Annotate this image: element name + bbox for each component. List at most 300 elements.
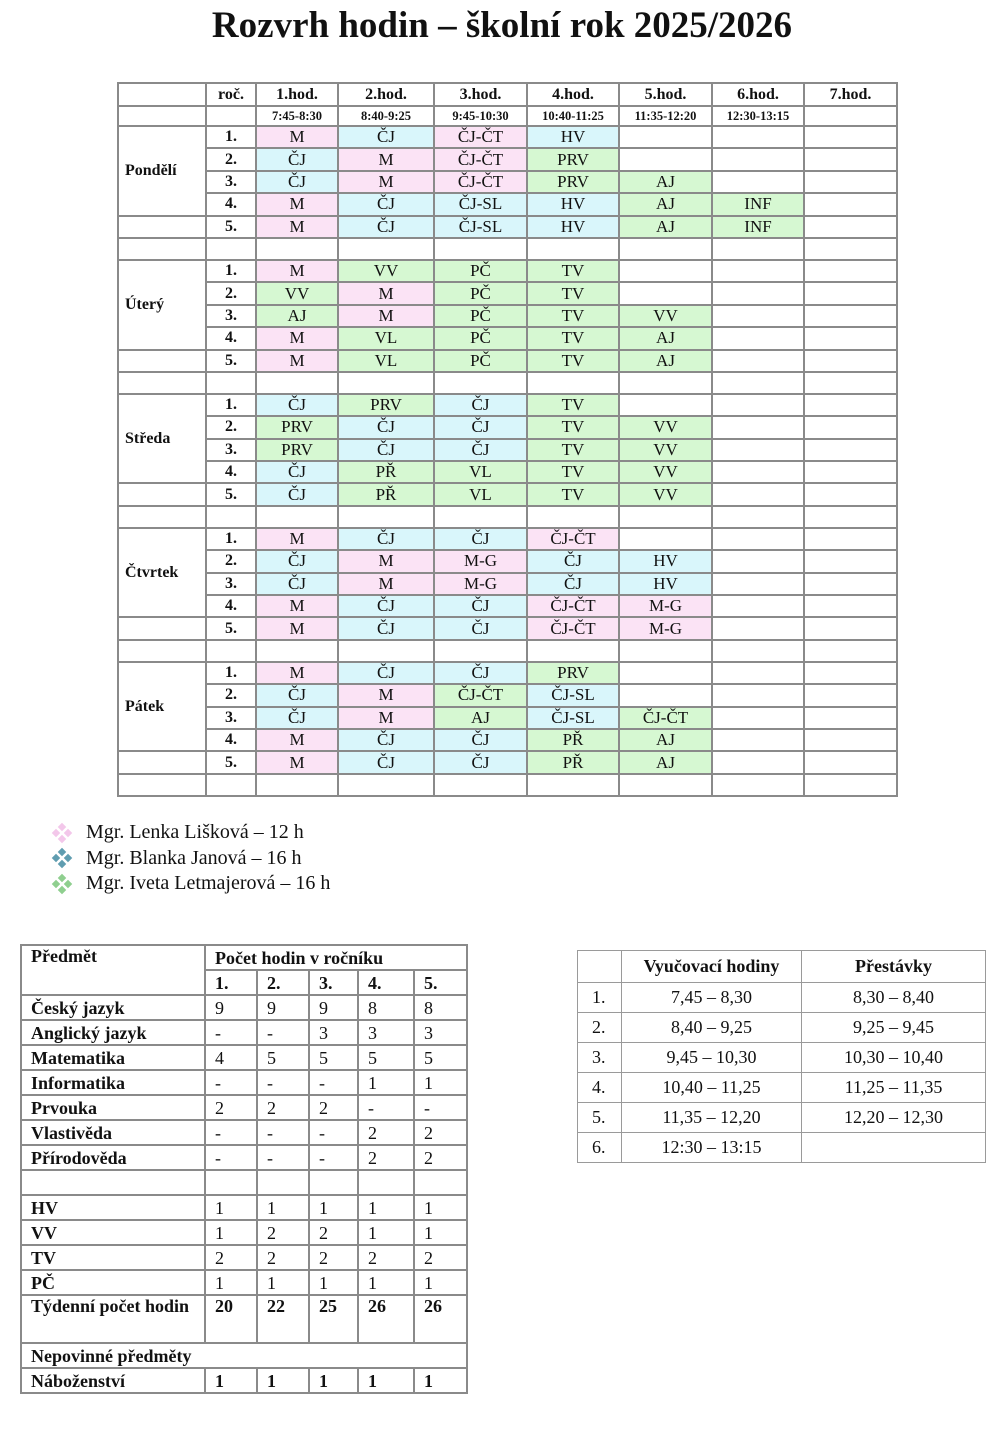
grade-label: 4. <box>206 729 256 751</box>
lesson-cell: PŘ <box>527 729 619 751</box>
legend-item <box>52 846 330 872</box>
lesson-cell: PČ <box>434 260 527 282</box>
empty-cell <box>256 774 338 796</box>
lesson-cell: TV <box>527 461 619 483</box>
lesson-cell: PČ <box>434 350 527 372</box>
hours-value: 1 <box>205 1195 257 1220</box>
empty-cell <box>527 640 619 662</box>
lesson-cell <box>712 171 804 193</box>
period-label: 2.hod. <box>338 83 434 106</box>
lesson-cell: VV <box>338 260 434 282</box>
hours-value: 9 <box>257 995 309 1020</box>
empty-cell <box>256 372 338 394</box>
period-label: 1.hod. <box>256 83 338 106</box>
hours-value: 1 <box>358 1270 414 1295</box>
lesson-cell: AJ <box>619 193 712 215</box>
schedule-row <box>118 751 897 773</box>
grade-label: 4. <box>206 193 256 215</box>
grade-label: 5. <box>206 350 256 372</box>
total-row <box>21 1295 467 1343</box>
lesson-cell: VV <box>619 439 712 461</box>
hours-value: 1 <box>257 1195 309 1220</box>
lesson-cell: ČJ <box>256 394 338 416</box>
hours-value: 1 <box>414 1368 467 1393</box>
hours-value: 9 <box>205 995 257 1020</box>
lesson-time: 10,40 – 11,25 <box>622 1073 802 1103</box>
hours-value: 1 <box>309 1270 358 1295</box>
lesson-cell: ČJ <box>256 550 338 572</box>
schedule-row <box>118 707 897 729</box>
lesson-cell: VV <box>619 305 712 327</box>
schedule-row <box>118 662 897 684</box>
lesson-cell: VL <box>338 327 434 349</box>
lesson-cell: VL <box>338 350 434 372</box>
bell-times-table <box>577 950 986 1163</box>
lesson-time: 8,40 – 9,25 <box>622 1013 802 1043</box>
grade-label: 3. <box>206 439 256 461</box>
lesson-number: 3. <box>578 1043 622 1073</box>
schedule-row <box>118 305 897 327</box>
hours-value: 5 <box>358 1045 414 1070</box>
empty-cell <box>118 774 206 796</box>
lesson-cell: VV <box>256 282 338 304</box>
hours-value: 1 <box>257 1368 309 1393</box>
hours-value: 4 <box>205 1045 257 1070</box>
lesson-cell: M <box>256 662 338 684</box>
lesson-cell <box>804 662 897 684</box>
grade-label: 4. <box>206 461 256 483</box>
lesson-cell: ČJ-ČT <box>434 171 527 193</box>
lesson-cell <box>712 528 804 550</box>
hours-value: 5 <box>257 1045 309 1070</box>
lesson-cell <box>712 483 804 505</box>
period-time: 10:40-11:25 <box>527 106 619 126</box>
lesson-cell: VL <box>434 483 527 505</box>
lesson-cell: VV <box>619 483 712 505</box>
hours-value: 1 <box>358 1368 414 1393</box>
lesson-cell <box>712 684 804 706</box>
break-time: 11,25 – 11,35 <box>802 1073 986 1103</box>
count-header: Počet hodin v ročníku <box>205 945 467 970</box>
lesson-cell: PRV <box>527 662 619 684</box>
lesson-cell: M <box>338 305 434 327</box>
empty-cell <box>434 640 527 662</box>
total-value: 26 <box>358 1295 414 1343</box>
lesson-cell: AJ <box>619 171 712 193</box>
lesson-cell: ČJ <box>434 595 527 617</box>
empty-cell <box>21 1170 205 1195</box>
empty-cell <box>619 372 712 394</box>
subject-row <box>21 1220 467 1245</box>
empty-cell <box>527 372 619 394</box>
lesson-cell: ČJ <box>256 707 338 729</box>
optional-header-row <box>21 1343 467 1368</box>
empty-cell <box>206 238 256 260</box>
subject-row <box>21 995 467 1020</box>
subject-row <box>21 1120 467 1145</box>
hours-value: - <box>414 1095 467 1120</box>
spacer-row <box>118 238 897 260</box>
lesson-cell <box>804 350 897 372</box>
schedule-row <box>118 617 897 639</box>
lesson-cell: M <box>256 729 338 751</box>
hours-value: 2 <box>358 1145 414 1170</box>
lesson-cell: ČJ <box>256 573 338 595</box>
subject-name: Náboženství <box>21 1368 205 1393</box>
lesson-cell: ČJ <box>256 148 338 170</box>
grade-label: 3. <box>206 305 256 327</box>
lesson-cell: AJ <box>619 327 712 349</box>
hours-value: 1 <box>309 1195 358 1220</box>
hours-value: 1 <box>414 1195 467 1220</box>
diamond-cluster-icon <box>52 874 72 894</box>
hours-value: - <box>205 1120 257 1145</box>
lesson-cell <box>712 573 804 595</box>
empty-cell <box>205 1170 257 1195</box>
lesson-cell: ČJ <box>256 483 338 505</box>
empty-cell <box>118 238 206 260</box>
lesson-cell: ČJ <box>434 662 527 684</box>
lesson-cell: ČJ <box>338 193 434 215</box>
hours-value: 5 <box>414 1045 467 1070</box>
subject-name: Anglický jazyk <box>21 1020 205 1045</box>
lesson-cell: TV <box>527 416 619 438</box>
day-name: Úterý <box>118 260 206 350</box>
lesson-cell: VV <box>619 416 712 438</box>
hours-value: 5 <box>309 1045 358 1070</box>
lesson-cell: AJ <box>434 707 527 729</box>
lesson-cell: TV <box>527 350 619 372</box>
bell-row <box>578 1133 986 1163</box>
period-time: 9:45-10:30 <box>434 106 527 126</box>
lesson-cell <box>712 350 804 372</box>
lesson-cell: M <box>256 350 338 372</box>
empty-cell <box>338 506 434 528</box>
lesson-cell <box>804 483 897 505</box>
lesson-cell <box>804 416 897 438</box>
hours-value: 2 <box>358 1245 414 1270</box>
lesson-number: 2. <box>578 1013 622 1043</box>
empty-cell <box>712 372 804 394</box>
hours-value: 2 <box>205 1245 257 1270</box>
break-time: 10,30 – 10,40 <box>802 1043 986 1073</box>
lesson-cell: TV <box>527 394 619 416</box>
empty-cell <box>118 640 206 662</box>
lesson-cell: M <box>256 327 338 349</box>
lesson-cell: ČJ-ČT <box>527 595 619 617</box>
grade-label: 2. <box>206 684 256 706</box>
diamond-cluster-icon <box>52 848 72 868</box>
day-name: Středa <box>118 394 206 484</box>
lesson-cell: M-G <box>619 617 712 639</box>
schedule-row <box>118 483 897 505</box>
grade-header: 1. <box>205 970 257 995</box>
lesson-cell: PŘ <box>338 461 434 483</box>
empty-cell <box>206 506 256 528</box>
period-label: 3.hod. <box>434 83 527 106</box>
lesson-cell <box>804 550 897 572</box>
hours-value: 1 <box>309 1368 358 1393</box>
lesson-cell <box>712 260 804 282</box>
lesson-cell <box>804 729 897 751</box>
grade-label: 2. <box>206 550 256 572</box>
legend-item <box>52 820 330 846</box>
empty-cell <box>619 506 712 528</box>
subject-row <box>21 1195 467 1220</box>
empty-cell <box>206 640 256 662</box>
empty-cell <box>256 506 338 528</box>
total-value: 22 <box>257 1295 309 1343</box>
lesson-cell: M <box>256 751 338 773</box>
lesson-cell: TV <box>527 439 619 461</box>
schedule-row <box>118 350 897 372</box>
hours-value: 1 <box>205 1220 257 1245</box>
lesson-cell: PRV <box>256 439 338 461</box>
breaks-header: Přestávky <box>802 951 986 983</box>
lesson-cell: ČJ-ČT <box>434 126 527 148</box>
total-value: 26 <box>414 1295 467 1343</box>
hours-value: 8 <box>414 995 467 1020</box>
schedule-row <box>118 550 897 572</box>
lesson-time: 11,35 – 12,20 <box>622 1103 802 1133</box>
hours-value: 1 <box>205 1368 257 1393</box>
hours-value: - <box>257 1145 309 1170</box>
lesson-cell <box>712 595 804 617</box>
lesson-cell: ČJ <box>338 439 434 461</box>
lesson-time: 9,45 – 10,30 <box>622 1043 802 1073</box>
lesson-cell <box>712 327 804 349</box>
lesson-cell: M <box>256 595 338 617</box>
empty-cell <box>578 951 622 983</box>
lesson-cell: ČJ <box>527 573 619 595</box>
schedule-row <box>118 595 897 617</box>
lesson-cell: ČJ <box>434 751 527 773</box>
lesson-cell <box>804 439 897 461</box>
legend-text: Mgr. Lenka Lišková – 12 h <box>86 821 304 843</box>
empty-cell <box>338 774 434 796</box>
hours-value: 2 <box>257 1095 309 1120</box>
schedule-row <box>118 528 897 550</box>
lesson-cell: ČJ <box>338 751 434 773</box>
lesson-cell: HV <box>527 193 619 215</box>
lesson-cell: M-G <box>434 550 527 572</box>
hours-value: 1 <box>358 1070 414 1095</box>
hours-value: - <box>205 1070 257 1095</box>
empty-cell <box>619 238 712 260</box>
lesson-cell <box>712 416 804 438</box>
lesson-cell: ČJ <box>338 617 434 639</box>
lesson-cell: M <box>338 573 434 595</box>
lesson-cell: TV <box>527 260 619 282</box>
hours-value: 2 <box>309 1095 358 1120</box>
empty-cell <box>338 372 434 394</box>
lesson-cell: ČJ <box>434 617 527 639</box>
hours-value: - <box>358 1095 414 1120</box>
schedule-row <box>118 193 897 215</box>
lesson-cell <box>619 684 712 706</box>
lesson-cell <box>804 617 897 639</box>
lesson-cell: PRV <box>256 416 338 438</box>
grade-header: 3. <box>309 970 358 995</box>
spacer-row <box>118 774 897 796</box>
grade-label: 3. <box>206 573 256 595</box>
grade-label: 5. <box>206 216 256 238</box>
lesson-cell <box>804 751 897 773</box>
empty-cell <box>712 774 804 796</box>
schedule-row <box>118 282 897 304</box>
empty-cell <box>206 774 256 796</box>
empty-cell <box>256 640 338 662</box>
hours-value: 2 <box>414 1145 467 1170</box>
hours-value: - <box>257 1070 309 1095</box>
bell-row <box>578 1103 986 1133</box>
hours-value: - <box>309 1145 358 1170</box>
subject-row <box>21 1020 467 1045</box>
empty-cell <box>309 1170 358 1195</box>
empty-cell <box>804 774 897 796</box>
lesson-cell <box>619 126 712 148</box>
spacer-row <box>21 1170 467 1195</box>
subject-name: VV <box>21 1220 205 1245</box>
subject-name: TV <box>21 1245 205 1270</box>
lesson-cell: ČJ <box>338 595 434 617</box>
lesson-cell: M <box>338 148 434 170</box>
lesson-cell: ČJ <box>434 729 527 751</box>
hours-value: - <box>309 1070 358 1095</box>
period-label: 4.hod. <box>527 83 619 106</box>
grade-header: 2. <box>257 970 309 995</box>
period-time: 11:35-12:20 <box>619 106 712 126</box>
lesson-cell: ČJ <box>338 216 434 238</box>
lesson-cell: ČJ-SL <box>434 216 527 238</box>
hours-value: 2 <box>414 1245 467 1270</box>
grade-label: 2. <box>206 148 256 170</box>
period-label: 5.hod. <box>619 83 712 106</box>
bell-row <box>578 1073 986 1103</box>
lesson-cell: M <box>256 126 338 148</box>
lesson-cell <box>712 550 804 572</box>
lesson-cell: AJ <box>619 350 712 372</box>
schedule-row <box>118 394 897 416</box>
lessons-header: Vyučovací hodiny <box>622 951 802 983</box>
spacer-row <box>118 506 897 528</box>
lesson-cell: ČJ <box>434 439 527 461</box>
lesson-cell: M <box>256 528 338 550</box>
period-time-row <box>118 106 897 126</box>
empty-cell <box>712 640 804 662</box>
empty-cell <box>118 751 206 773</box>
grade-label: 2. <box>206 282 256 304</box>
empty-cell <box>256 238 338 260</box>
grade-label: 1. <box>206 126 256 148</box>
lesson-cell: M <box>256 216 338 238</box>
lesson-cell: HV <box>527 216 619 238</box>
empty-cell <box>118 617 206 639</box>
lesson-cell: ČJ-ČT <box>527 617 619 639</box>
empty-cell <box>527 774 619 796</box>
lesson-cell <box>804 394 897 416</box>
lesson-cell: AJ <box>619 216 712 238</box>
lesson-cell: PČ <box>434 327 527 349</box>
legend-text: Mgr. Iveta Letmajerová – 16 h <box>86 872 331 894</box>
grade-label: 4. <box>206 327 256 349</box>
lesson-cell: ČJ <box>338 126 434 148</box>
lesson-cell <box>804 216 897 238</box>
subject-name: HV <box>21 1195 205 1220</box>
hours-value: 2 <box>358 1120 414 1145</box>
subject-row <box>21 1145 467 1170</box>
schedule-row <box>118 461 897 483</box>
lesson-number: 1. <box>578 983 622 1013</box>
empty-cell <box>118 506 206 528</box>
lesson-cell: ČJ <box>338 729 434 751</box>
lesson-cell <box>712 729 804 751</box>
empty-cell <box>434 238 527 260</box>
lesson-cell <box>712 126 804 148</box>
subject-name: PČ <box>21 1270 205 1295</box>
total-label: Týdenní počet hodin <box>21 1295 205 1343</box>
lesson-cell: VV <box>619 461 712 483</box>
lesson-cell: PČ <box>434 282 527 304</box>
lesson-cell: ČJ <box>338 528 434 550</box>
grade-label: 3. <box>206 707 256 729</box>
empty-cell <box>804 506 897 528</box>
grade-header: roč. <box>206 83 256 106</box>
empty-cell <box>527 506 619 528</box>
lesson-cell <box>712 461 804 483</box>
schedule-row <box>118 416 897 438</box>
lesson-cell: PRV <box>527 171 619 193</box>
diamond-cluster-icon <box>52 823 72 843</box>
lesson-number: 6. <box>578 1133 622 1163</box>
lesson-cell: M-G <box>434 573 527 595</box>
lesson-cell: ČJ-SL <box>527 707 619 729</box>
lesson-cell: M <box>338 550 434 572</box>
period-time: 8:40-9:25 <box>338 106 434 126</box>
lesson-number: 5. <box>578 1103 622 1133</box>
grade-label: 5. <box>206 617 256 639</box>
lesson-cell <box>804 148 897 170</box>
lesson-cell: ČJ <box>434 416 527 438</box>
empty-cell <box>712 506 804 528</box>
subject-name: Informatika <box>21 1070 205 1095</box>
period-time: 12:30-13:15 <box>712 106 804 126</box>
lesson-cell <box>804 684 897 706</box>
lesson-cell <box>619 394 712 416</box>
empty-cell <box>804 640 897 662</box>
lesson-cell <box>804 595 897 617</box>
empty-cell <box>619 774 712 796</box>
lesson-cell <box>712 394 804 416</box>
empty-cell <box>118 216 206 238</box>
lesson-cell: ČJ-ČT <box>434 148 527 170</box>
lesson-cell: PRV <box>527 148 619 170</box>
day-name: Pondělí <box>118 126 206 216</box>
subject-name: Prvouka <box>21 1095 205 1120</box>
lesson-cell: M <box>256 260 338 282</box>
lesson-cell: M <box>256 193 338 215</box>
break-time <box>802 1133 986 1163</box>
grade-label: 1. <box>206 394 256 416</box>
lesson-cell: ČJ <box>338 662 434 684</box>
lesson-cell: ČJ <box>527 550 619 572</box>
grade-label: 2. <box>206 416 256 438</box>
subject-row <box>21 1270 467 1295</box>
grade-label: 5. <box>206 751 256 773</box>
day-name: Pátek <box>118 662 206 752</box>
lesson-cell <box>804 193 897 215</box>
subject-row <box>21 1045 467 1070</box>
